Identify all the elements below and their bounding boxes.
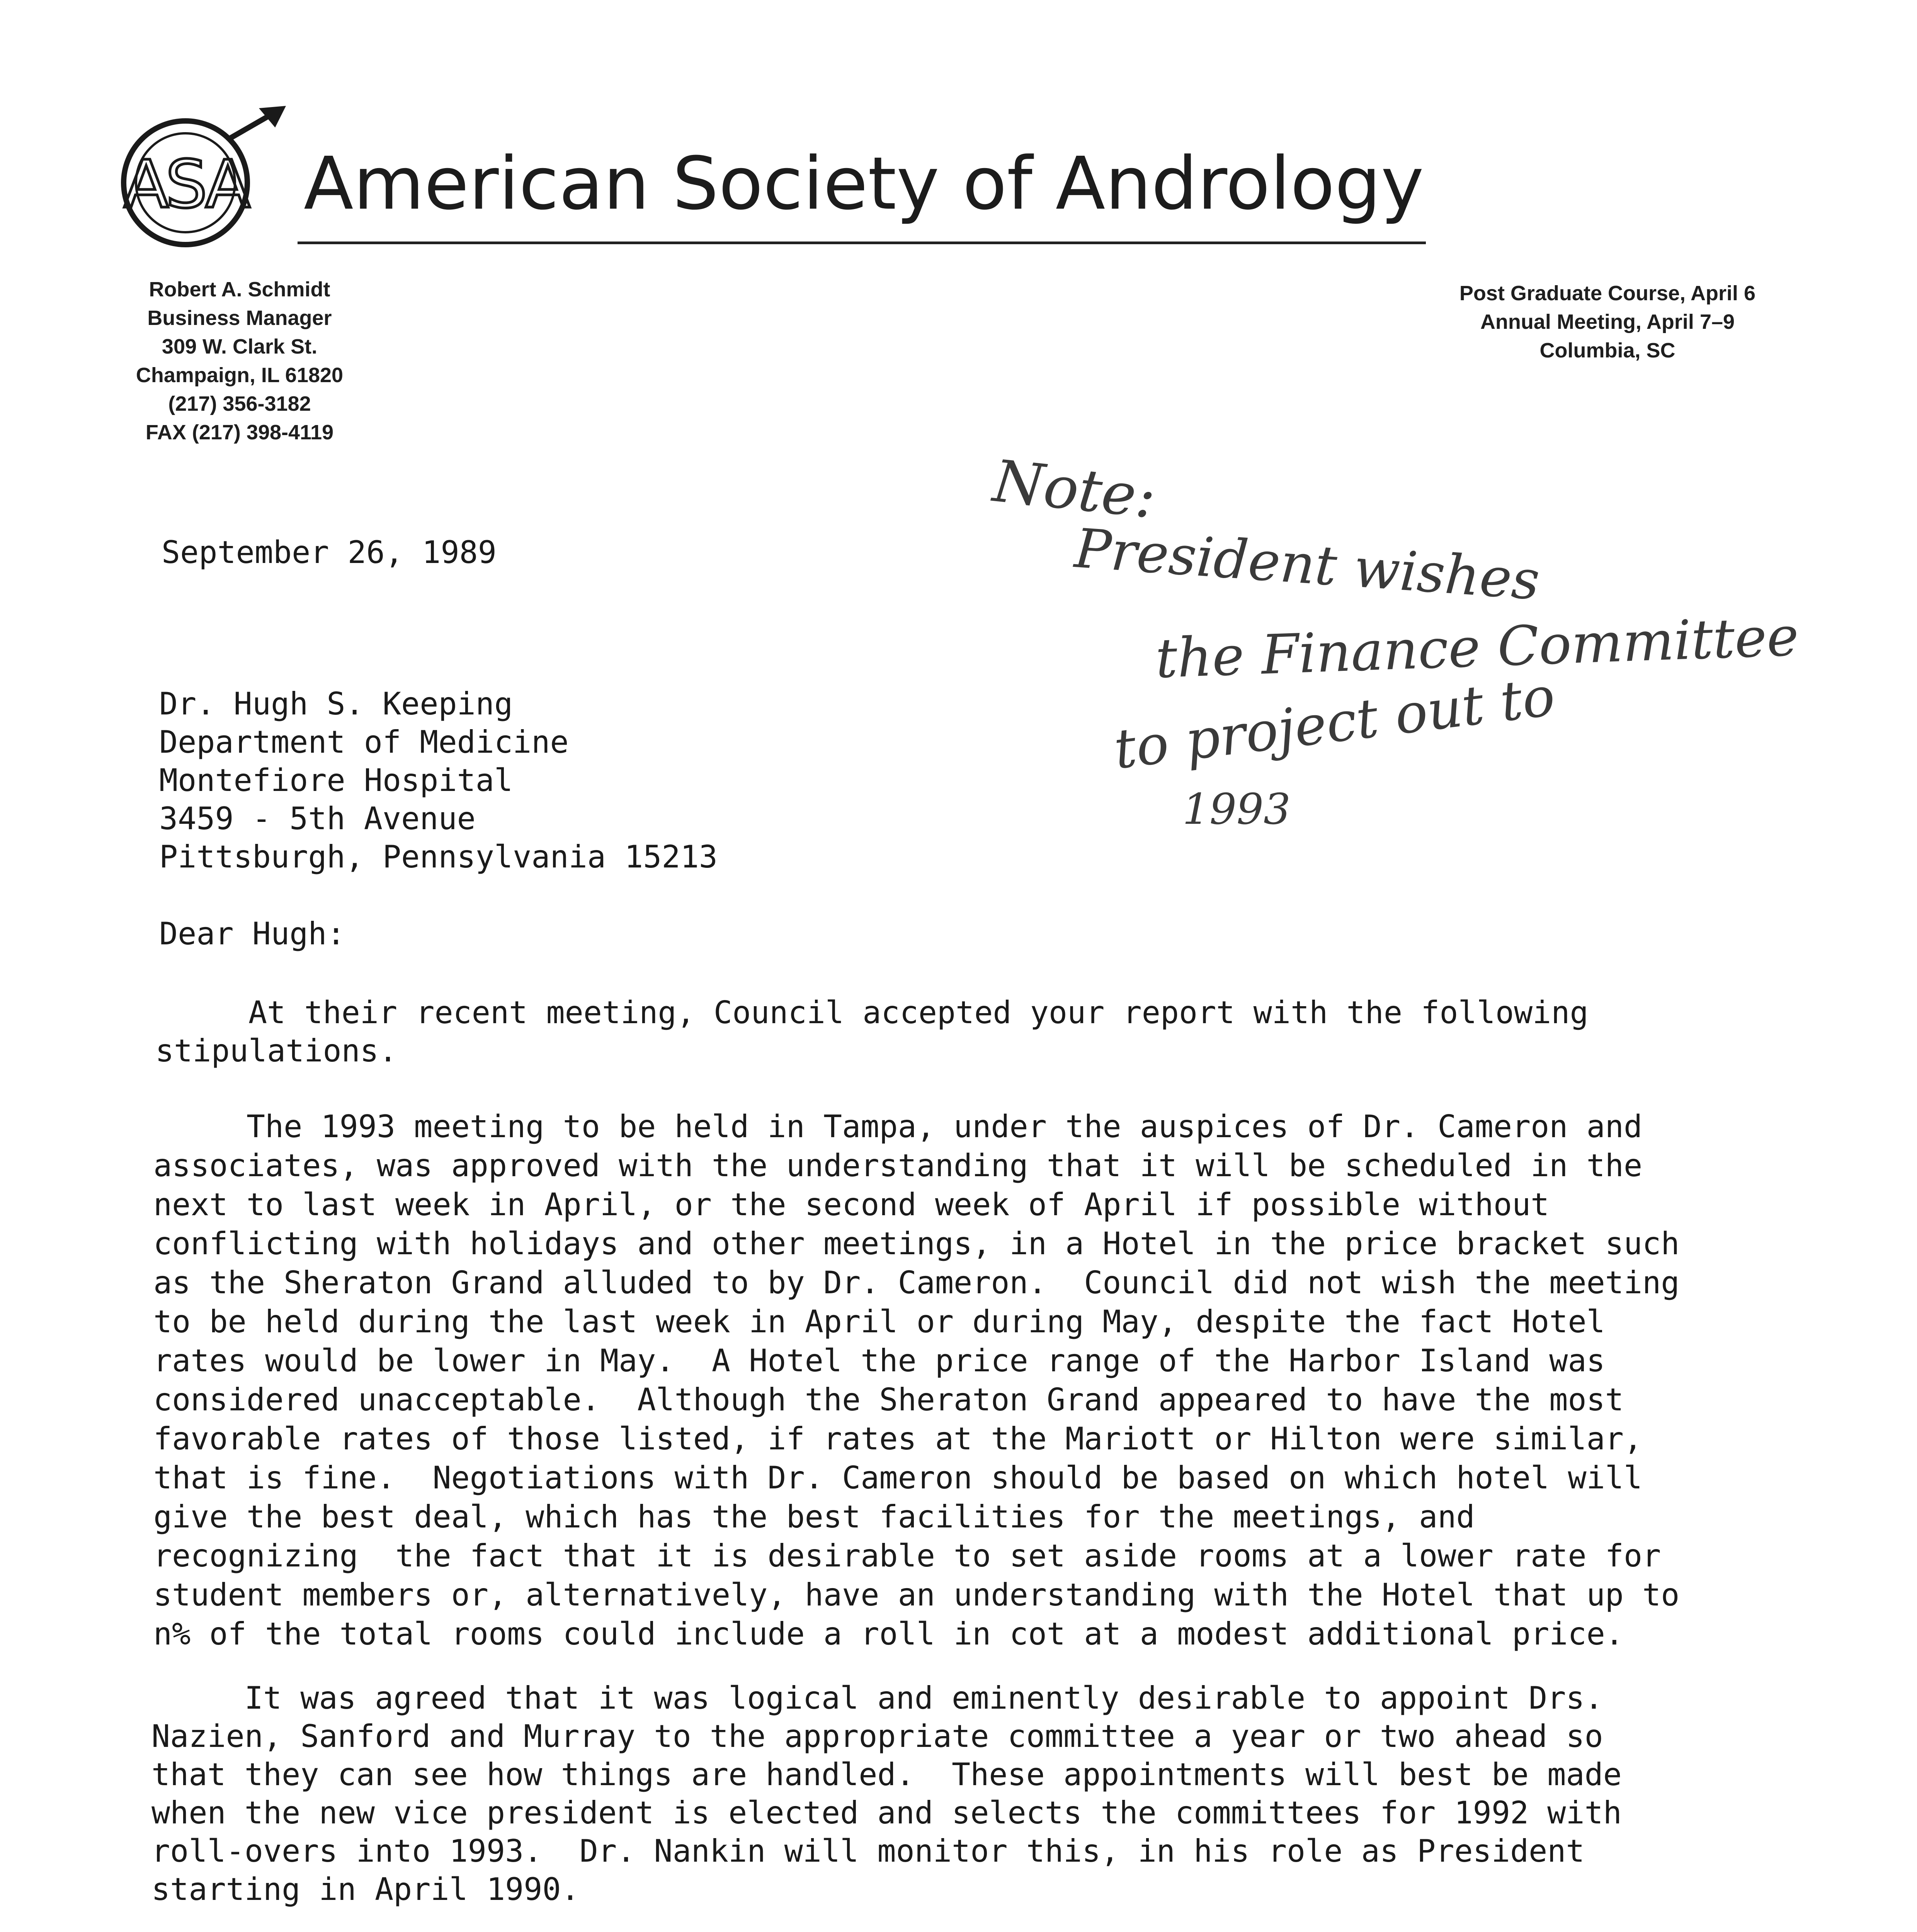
letter-date: September 26, 1989 [162,534,497,570]
paragraph-line: as the Sheraton Grand alluded to by Dr. Cameron. Council did not wish the meeting [153,1265,1680,1301]
paragraph-line: rates would be lower in May. A Hotel the price range of the Harbor Island was [153,1343,1605,1379]
handwritten-note-line: 1993 [1182,784,1291,834]
handwritten-note-line: the Finance Committee [1154,605,1800,691]
paragraph-line: next to last week in April, or the second week of April if possible without [153,1187,1550,1223]
meeting-info-location: Columbia, SC [1539,339,1675,362]
paragraph-line: conflicting with holidays and other meetings, in a Hotel in the price bracket such [153,1226,1680,1262]
paragraph-line: student members or, alternatively, have an understanding with the Hotel that up to [153,1577,1680,1613]
paragraph-line: considered unacceptable. Although the Sheraton Grand appeared to have the most [153,1382,1624,1418]
sender-address [97,275,383,447]
paragraph-3 [151,1679,1622,1908]
paragraph-1 [155,993,1589,1070]
handwritten-note-line: to project out to [1111,665,1558,782]
meeting-info-course: Post Graduate Course, April 6 [1459,282,1756,305]
paragraph-line: favorable rates of those listed, if rates at the Mariott or Hilton were similar, [153,1421,1643,1457]
logo-letters: ASA [124,146,247,223]
paragraph-line: that they can see how things are handled. These appointments will best be made [151,1757,1622,1793]
recipient-line: Dr. Hugh S. Keeping [159,686,513,722]
meeting-info [1418,279,1797,365]
handwritten-note-line: President wishes [1072,517,1542,612]
paragraph-line: give the best deal, which has the best facilities for the meetings, and [153,1499,1475,1535]
sender-street: 309 W. Clark St. [162,335,318,358]
recipient-address [159,685,718,876]
sender-phone: (217) 356-3182 [168,392,311,415]
sender-name: Robert A. Schmidt [149,278,330,301]
paragraph-line: associates, was approved with the understanding that it will be scheduled in the [153,1148,1643,1184]
salutation: Dear Hugh: [159,916,345,952]
paragraph-line: The 1993 meeting to be held in Tampa, under the auspices of Dr. Cameron and [153,1109,1643,1145]
paragraph-line: It was agreed that it was logical and eminently desirable to appoint Drs. [151,1680,1603,1716]
letterhead-rule [298,242,1426,244]
paragraph-line: recognizing the fact that it is desirable to set aside rooms at a lower rate for [153,1538,1661,1574]
sender-city: Champaign, IL 61820 [136,364,344,387]
paragraph-line: starting in April 1990. [151,1871,580,1907]
recipient-line: 3459 - 5th Avenue [159,801,476,837]
recipient-line: Pittsburgh, Pennsylvania 15213 [159,839,718,875]
paragraph-line: that is fine. Negotiations with Dr. Cameron should be based on which hotel will [153,1460,1643,1496]
paragraph-line: when the new vice president is elected and selects the committees for 1992 with [151,1795,1622,1831]
handwritten-note-label: Note: [990,447,1159,532]
paragraph-line: n% of the total rooms could include a roll in cot at a modest additional price. [153,1616,1624,1652]
organization-name: American Society of Andrology [304,141,1424,226]
paragraph-line: roll-overs into 1993. Dr. Nankin will monitor this, in his role as President [151,1833,1585,1869]
paragraph-2 [153,1107,1679,1653]
paragraph-line: stipulations. [155,1033,398,1069]
recipient-line: Department of Medicine [159,724,569,760]
paragraph-line: Nazien, Sanford and Murray to the appropriate committee a year or two ahead so [151,1718,1603,1754]
meeting-info-annual: Annual Meeting, April 7–9 [1480,310,1735,333]
asa-logo [97,104,309,266]
recipient-line: Montefiore Hospital [159,762,513,798]
sender-fax: FAX (217) 398-4119 [145,421,334,444]
paragraph-line: to be held during the last week in April or during May, despite the fact Hotel [153,1304,1605,1340]
sender-title: Business Manager [147,306,332,330]
paragraph-line: At their recent meeting, Council accepted your report with the following [155,995,1589,1031]
